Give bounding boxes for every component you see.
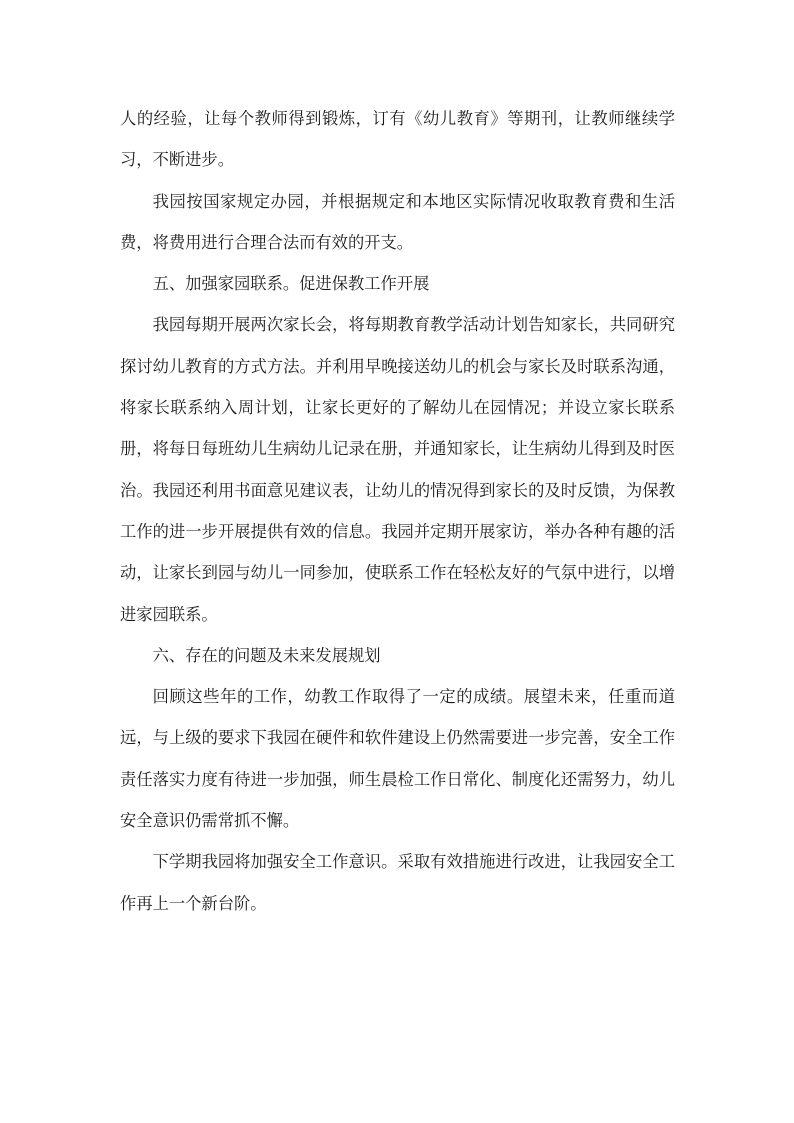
paragraph-review: 回顾这些年的工作，幼教工作取得了一定的成绩。展望未来，任重而道远，与上级的要求下我园在硬件和软件建设上仍然需要进一步完善，安全工作责任落实力度有待进一步加强，师生晨检工作日常化、制度化还需努力，幼儿安全意识仍需常抓不懈。 <box>120 687 675 831</box>
paragraph-home-school-contact: 我园每期开展两次家长会，将每期教育教学活动计划告知家长，共同研究探讨幼儿教育的方式方法。并利用早晚接送幼儿的机会与家长及时联系沟通，将家长联系纳入周计划，让家长更好的了解幼儿在园情况；并设立家长联系册，将每日每班幼儿生病幼儿记录在册，并通知家长，让生病幼儿得到及时医治。我园还利用书面意见建议表，让幼儿的情况得到家长的及时反馈，为保教工作的进一步开展提供有效的信息。我园并定期开展家访，举办各种有趣的活动，让家长到园与幼儿一同参加，使联系工作在轻松友好的气氛中进行，以增进家园联系。 <box>120 315 675 624</box>
paragraph-fees: 我园按国家规定办园，并根据规定和本地区实际情况收取教育费和生活费，将费用进行合理合法而有效的开支。 <box>120 191 675 252</box>
section-heading-five: 五、加强家园联系。促进保教工作开展 <box>152 274 430 294</box>
paragraph-continuation: 人的经验，让每个教师得到锻炼，订有《幼儿教育》等期刊，让教师继续学习，不断进步。 <box>120 109 675 170</box>
section-heading-six: 六、存在的问题及未来发展规划 <box>152 645 381 665</box>
paragraph-next-term: 下学期我园将加强安全工作意识。采取有效措施进行改进，让我园安全工作再上一个新台阶。 <box>120 852 675 913</box>
document-body <box>120 98 675 924</box>
